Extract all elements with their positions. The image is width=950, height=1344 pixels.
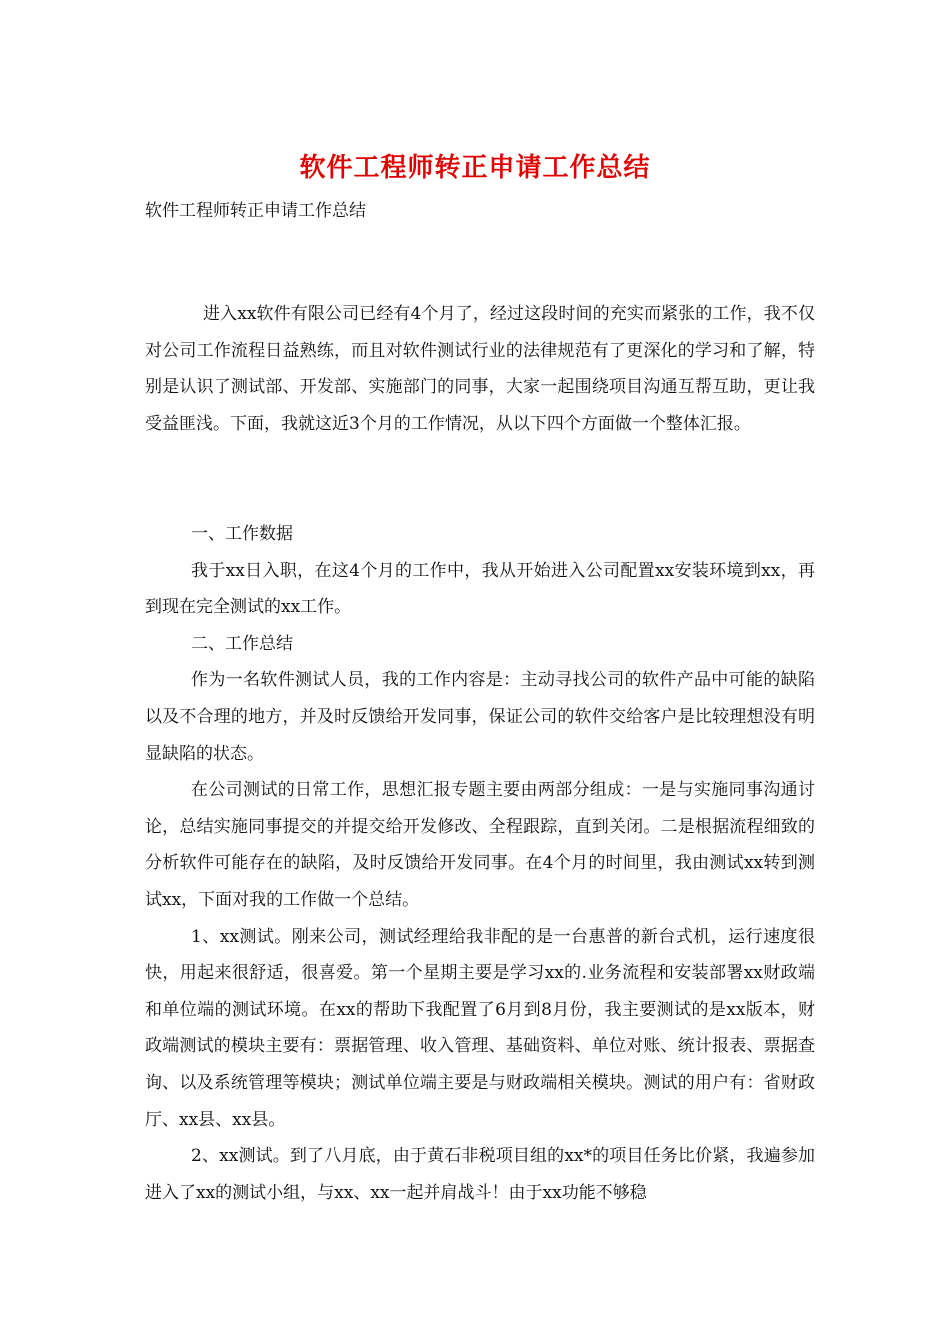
intro-paragraph: 进入xx软件有限公司已经有4个月了，经过这段时间的充实而紧张的工作，我不仅对公司工作流程日益熟练，而且对软件测试行业的法律规范有了更深化的学习和了解，特别是认识了测试部、开发部、实施部门的同事，大家一起围绕项目沟通互帮互助，更让我受益匪浅。下面，我就这近3个月的工作情况，从以下四个方面做一个整体汇报。 (145, 304, 815, 434)
body-paragraph: 2、xx测试。到了八月底，由于黄石非税项目组的xx*的项目任务比价紧，我遍参加进入了xx的测试小组，与xx、xx一起并肩战斗！由于xx功能不够稳 (145, 1146, 815, 1203)
main-body (145, 516, 815, 1211)
body-paragraph: 1、xx测试。刚来公司，测试经理给我非配的是一台惠普的新台式机，运行速度很快，用起来很舒适，很喜爱。第一个星期主要是学习xx的.业务流程和安装部署xx财政端和单位端的测试环境。在xx的帮助下我配置了6月到8月份，我主要测试的是xx版本，财政端测试的模块主要有：票据管理、收入管理、基础资料、单位对账、统计报表、票据查询、以及系统管理等模块；测试单位端主要是与财政端相关模块。测试的用户有：省财政厅、xx县、xx县。 (145, 926, 815, 1130)
intro-block (145, 296, 815, 442)
document-title: 软件工程师转正申请工作总结 (299, 153, 651, 183)
document-subtitle: 软件工程师转正申请工作总结 (145, 201, 366, 221)
body-paragraph: 作为一名软件测试人员，我的工作内容是：主动寻找公司的软件产品中可能的缺陷以及不合理的地方，并及时反馈给开发同事，保证公司的软件交给客户是比较理想没有明显缺陷的状态。 (145, 670, 815, 764)
body-paragraph: 在公司测试的日常工作，思想汇报专题主要由两部分组成：一是与实施同事沟通讨论，总结实施同事提交的并提交给开发修改、全程跟踪，直到关闭。二是根据流程细致的分析软件可能存在的缺陷，及时反馈给开发同事。在4个月的时间里，我由测试xx转到测试xx，下面对我的工作做一个总结。 (145, 780, 815, 910)
section-heading: 二、工作总结 (191, 633, 293, 654)
section-heading: 一、工作数据 (191, 524, 293, 544)
body-paragraph: 我于xx日入职，在这4个月的工作中，我从开始进入公司配置xx安装环境到xx，再到现在完全测试的xx工作。 (145, 560, 815, 618)
